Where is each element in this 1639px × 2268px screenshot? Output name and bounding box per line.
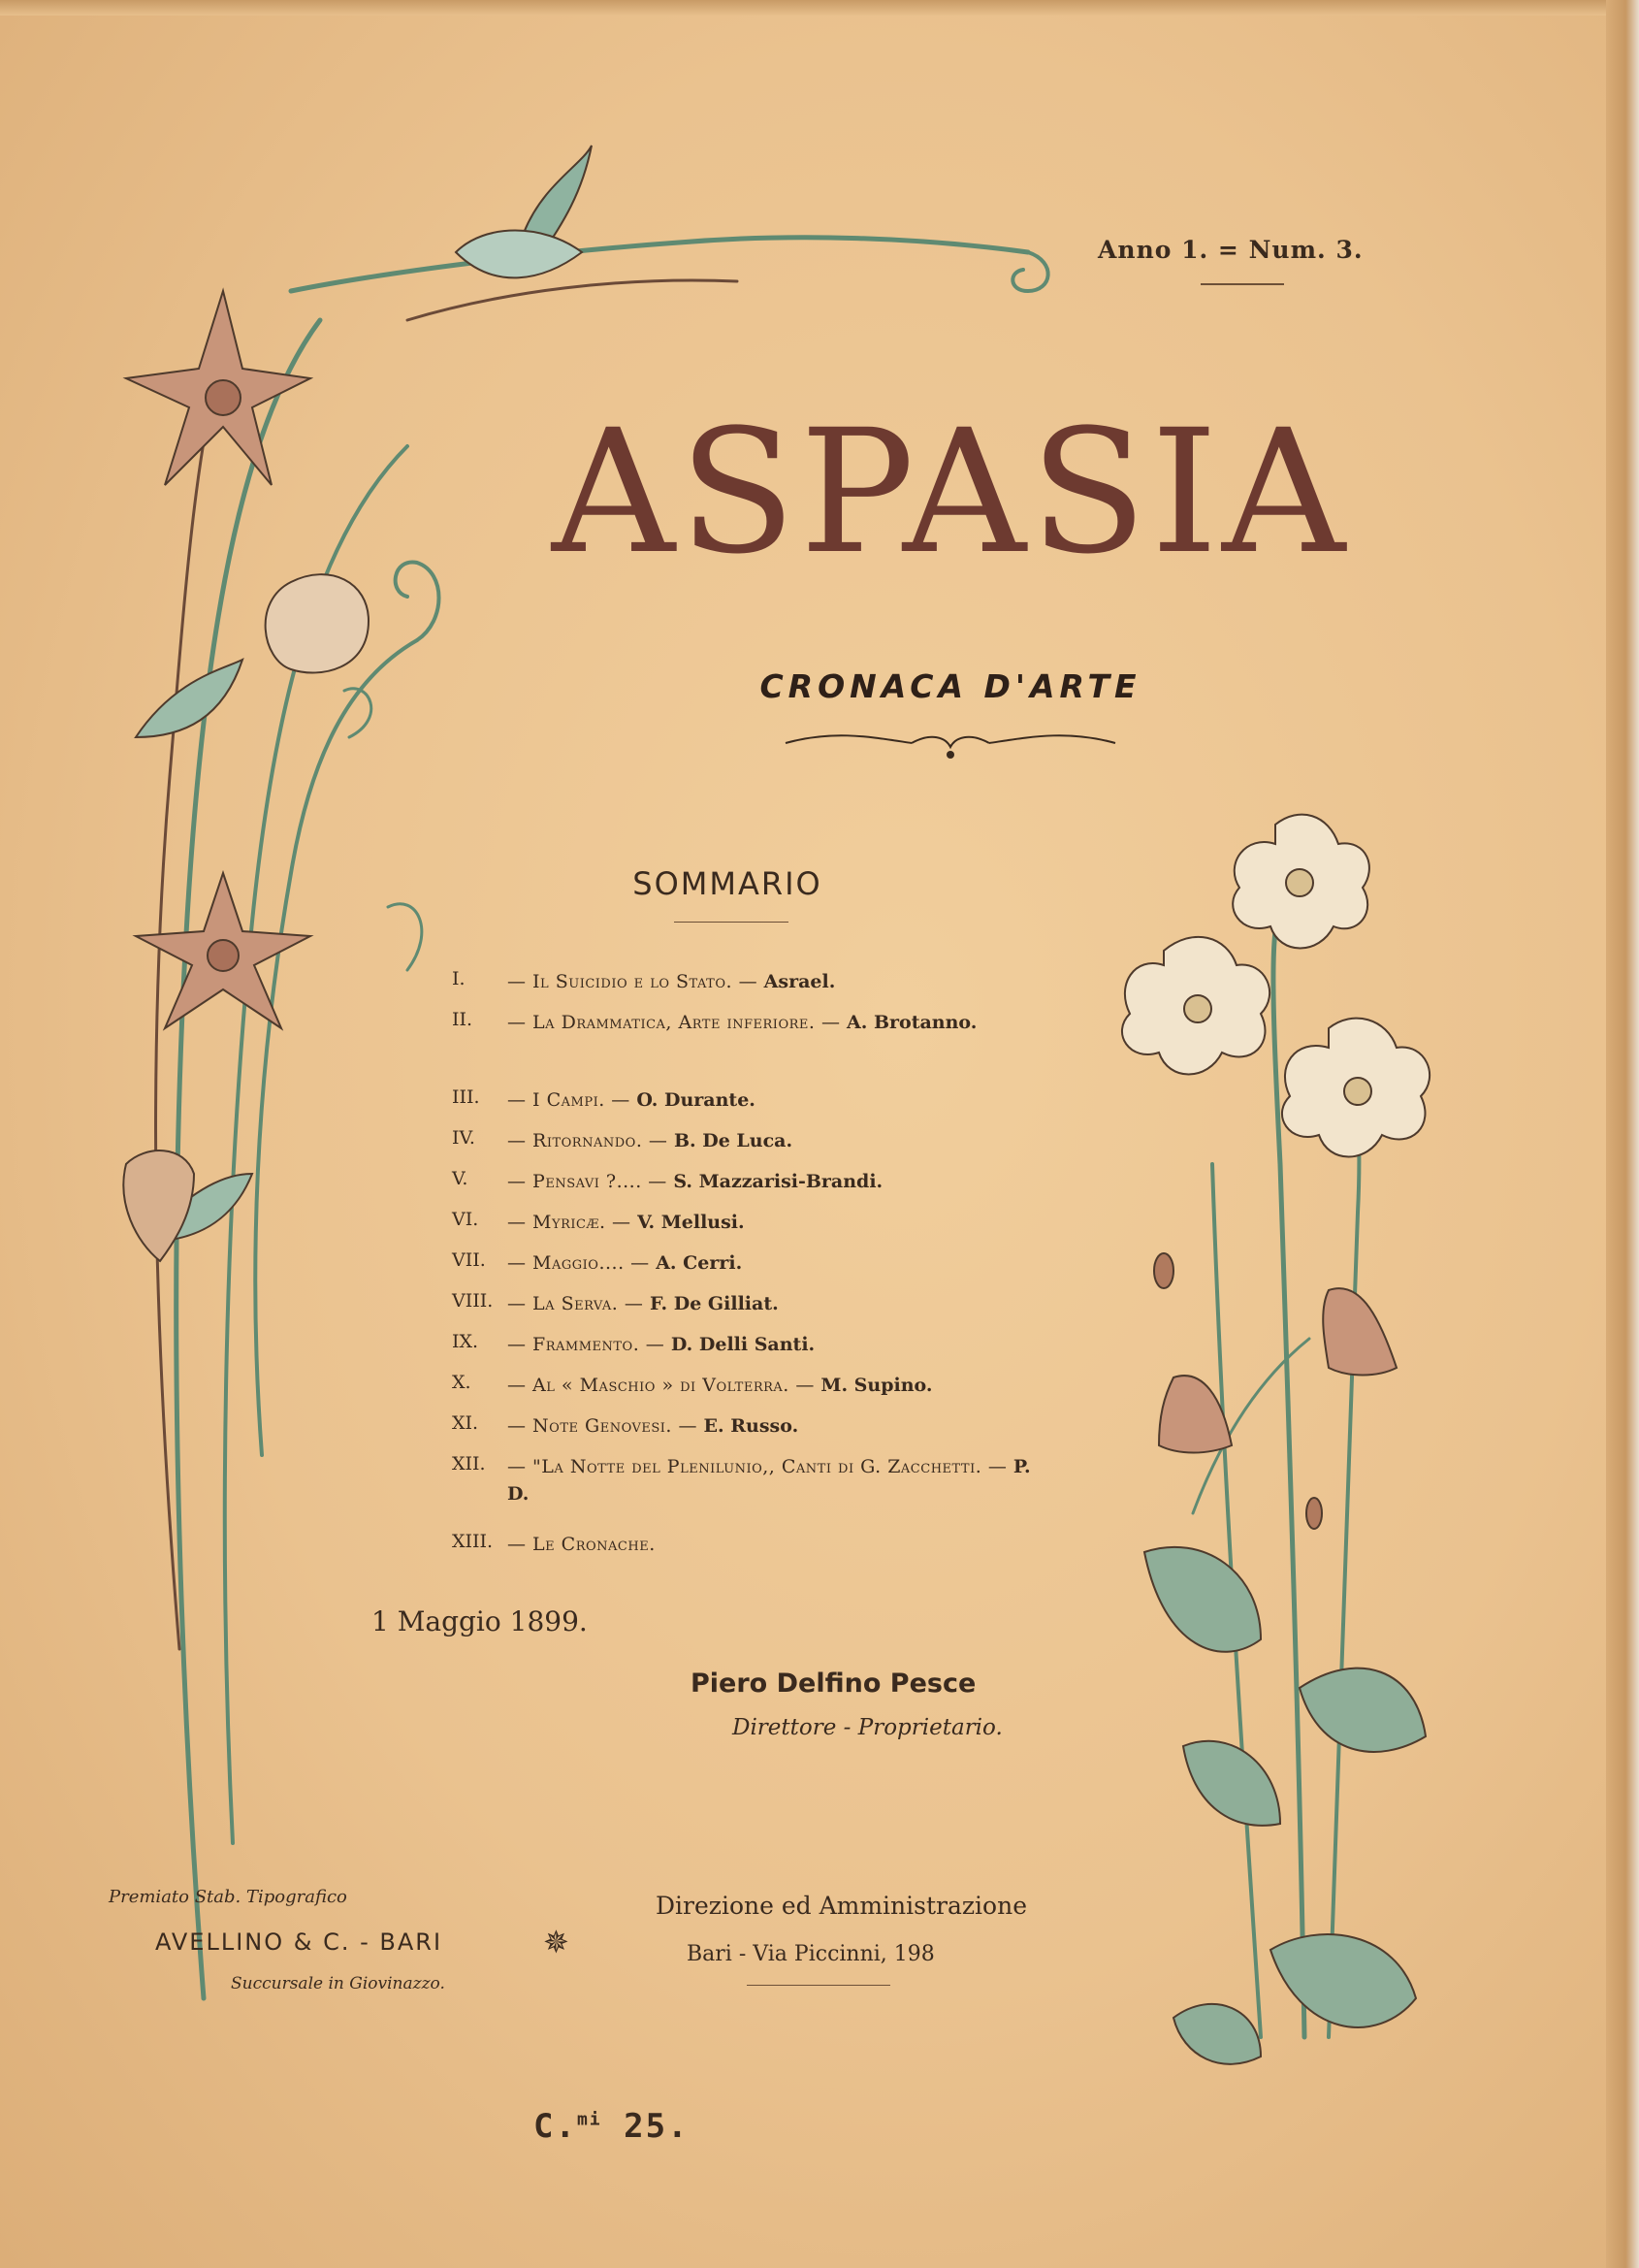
price-sup: mi — [576, 2109, 602, 2130]
price-prefix: C. — [533, 2107, 577, 2146]
toc-author: A. Cerri. — [656, 1252, 743, 1274]
toc-item — [452, 1290, 1034, 1331]
toc-item — [452, 1453, 1034, 1531]
toc-title: — Ritornando. — — [507, 1130, 674, 1151]
toc-number: VIII. — [452, 1290, 494, 1312]
toc-item — [452, 1531, 1034, 1571]
toc-number: IV. — [452, 1127, 475, 1149]
toc-item — [452, 1009, 1034, 1086]
director-name: Piero Delfino Pesce — [691, 1669, 977, 1699]
toc-title: — Il Suicidio e lo Stato. — — [507, 971, 764, 992]
printer-label: Premiato Stab. Tipografico — [109, 1887, 347, 1907]
toc-number: III. — [452, 1086, 480, 1108]
toc-author: D. Delli Santi. — [670, 1334, 816, 1355]
toc-number: XIII. — [452, 1531, 494, 1552]
toc-author: P. D. — [507, 1456, 1031, 1505]
printer-name: AVELLINO & C. - BARI — [155, 1928, 443, 1956]
toc-title: — Myricæ. — — [507, 1212, 638, 1233]
magazine-subtitle: CRONACA D'ARTE — [759, 667, 1141, 705]
printer-branch: Succursale in Giovinazzo. — [231, 1974, 445, 1993]
toc-author: M. Supino. — [820, 1375, 933, 1396]
toc-title: — "La Notte del Plenilunio,, Canti di G. Zacchetti. — — [507, 1456, 1013, 1477]
contents-heading: SOMMARIO — [632, 865, 822, 902]
toc-title: — Note Genovesi. — — [507, 1415, 704, 1437]
toc-title: — Pensavi ?.... — — [507, 1171, 674, 1192]
magazine-title: ASPASIA — [551, 393, 1350, 592]
toc-title: — La Drammatica, Arte inferiore. — — [507, 1012, 847, 1033]
issue-number: Anno 1. = Num. 3. — [1098, 236, 1364, 264]
toc-item — [452, 1412, 1034, 1453]
toc-title: — La Serva. — — [507, 1293, 650, 1314]
toc-number: IX. — [452, 1331, 479, 1352]
toc-author: A. Brotanno. — [847, 1012, 978, 1033]
price-amount: 25. — [624, 2107, 690, 2146]
price — [533, 2107, 690, 2146]
toc-item — [452, 1372, 1034, 1412]
toc-item — [452, 1086, 1034, 1127]
director-role: Direttore - Proprietario. — [732, 1715, 1003, 1740]
toc-title: — Al « Maschio » di Volterra. — — [507, 1375, 821, 1396]
toc-title: — Le Cronache. — [507, 1534, 656, 1555]
toc-number: I. — [452, 968, 466, 989]
toc-item — [452, 1249, 1034, 1290]
toc-author: V. Mellusi. — [637, 1212, 745, 1233]
toc-author: B. De Luca. — [673, 1130, 793, 1151]
toc-number: X. — [452, 1372, 471, 1393]
toc-number: XI. — [452, 1412, 479, 1434]
administration-address: Bari - Via Piccinni, 198 — [687, 1942, 935, 1966]
toc-author: E. Russo. — [703, 1415, 799, 1437]
toc-number: II. — [452, 1009, 473, 1030]
toc-title: — Maggio.... — — [507, 1252, 657, 1274]
toc-title: — I Campi. — — [507, 1089, 637, 1111]
toc-item — [452, 1168, 1034, 1209]
toc-number: VI. — [452, 1209, 479, 1230]
star-ornament-icon: ✵ — [543, 1924, 569, 1960]
table-of-contents — [452, 968, 1034, 1571]
toc-item — [452, 968, 1034, 1009]
toc-item — [452, 1127, 1034, 1168]
toc-number: XII. — [452, 1453, 486, 1474]
administration-title: Direzione ed Amministrazione — [656, 1892, 1027, 1920]
issue-date: 1 Maggio 1899. — [371, 1605, 588, 1637]
toc-author: Asrael. — [763, 971, 836, 992]
toc-author: S. Mazzarisi-Brandi. — [673, 1171, 884, 1192]
toc-author: F. De Gilliat. — [649, 1293, 779, 1314]
toc-title: — Frammento. — — [507, 1334, 671, 1355]
toc-number: VII. — [452, 1249, 486, 1271]
contents-heading-underline — [674, 922, 788, 923]
toc-number: V. — [452, 1168, 468, 1189]
toc-author: O. Durante. — [636, 1089, 755, 1111]
address-underline — [747, 1985, 890, 1986]
toc-item — [452, 1331, 1034, 1372]
toc-item — [452, 1209, 1034, 1249]
